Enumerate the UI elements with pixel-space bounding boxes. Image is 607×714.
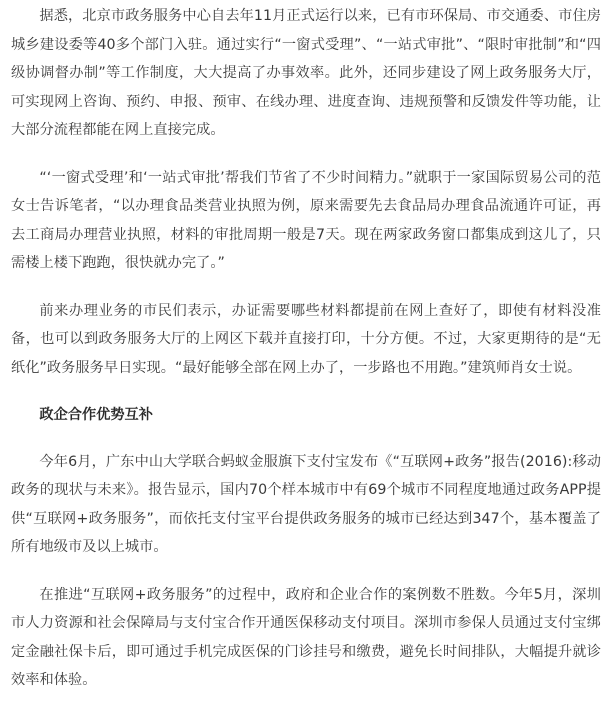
paragraph-citizens-feedback: 前来办理业务的市民们表示，办证需要哪些材料都提前在网上查好了，即使有材料没准备，也可以到政务服务大厅的上网区下载并直接打印，十分方便。不过，大家更期待的是“无纸化”政务服务早日实现。“最好能够全部在网上办了，一步路也不用跑。”建筑师肖女士说。 <box>11 302 601 376</box>
paragraph-service-center: 据悉，北京市政务服务中心自去年11月正式运行以来，已有市环保局、市交通委、市住房城乡建设委等40多个部门入驻。通过实行“一窗式受理”、“一站式审批”、“限时审批制”和“四级协调督办制”等工作制度，大大提高了办事效率。此外，还同步建设了网上政务服务大厅，可实现网上咨询、预约、申报、预审、在线办理、进度查询、违规预警和反馈发件等功能，让大部分流程都能在网上直接完成。 <box>11 8 601 138</box>
paragraph-report: 今年6月，广东中山大学联合蚂蚁金服旗下支付宝发布《“互联网+政务”报告(2016):移动政务的现状与未来》。报告显示，国内70个样本城市中有69个城市不同程度地通过政务APP提供“互联网+政务服务”，而依托支付宝平台提供政务服务的城市已经达到347个，基本覆盖了所有地级市及以上城市。 <box>11 453 601 555</box>
paragraph-ms-fan-quote: “‘一窗式受理’和‘一站式审批’帮我们节省了不少时间精力。”就职于一家国际贸易公司的范女士告诉笔者，“以办理食品类营业执照为例，原来需要先去食品局办理食品流通许可证，再去工商局办理营业执照，材料的审批周期一般是7天。现在两家政务窗口都集成到这儿了，只需楼上楼下跑跑，很快就办完了。” <box>11 169 601 271</box>
section-heading: 政企合作优势互补 <box>39 407 153 423</box>
article-body <box>11 0 601 714</box>
paragraph-cooperation-cases: 在推进“互联网+政务服务”的过程中，政府和企业合作的案例数不胜数。今年5月，深圳市人力资源和社会保障局与支付宝合作开通医保移动支付项目。深圳市参保人员通过支付宝绑定金融社保卡后，即可通过手机完成医保的门诊挂号和缴费，避免长时间排队，大幅提升就诊效率和体验。 <box>11 586 601 688</box>
